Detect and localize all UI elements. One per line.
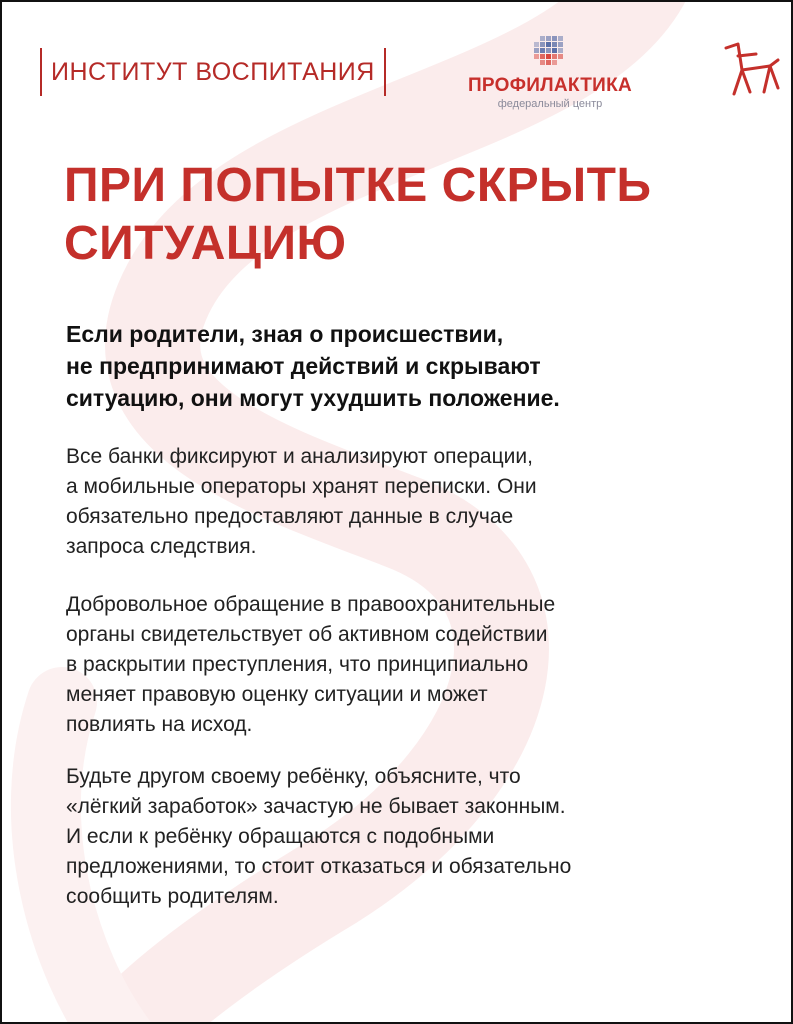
paragraph-line: «лёгкий заработок» зачастую не бывает законным. <box>66 795 566 818</box>
paragraph-line: предложениями, то стоит отказаться и обязательно <box>66 855 572 878</box>
page-title <box>64 157 744 273</box>
paragraph-banks <box>66 442 756 562</box>
paragraph-line: Все банки фиксируют и анализируют операции, <box>66 445 533 468</box>
paragraph-line: сообщить родителям. <box>66 885 279 908</box>
logo-bar-right <box>384 48 386 96</box>
paragraph-line: Будьте другом своему ребёнку, объясните, что <box>66 765 521 788</box>
paragraph-line: а мобильные операторы хранят переписки. Они <box>66 475 537 498</box>
chair-logo-icon <box>720 40 784 98</box>
lead-line: Если родители, зная о происшествии, <box>66 321 504 347</box>
paragraph-line: органы свидетельствует об активном содействии <box>66 623 548 646</box>
title-line: СИТУАЦИЮ <box>64 217 347 270</box>
prevention-center-logo <box>460 36 640 110</box>
title-line: ПРИ ПОПЫТКЕ СКРЫТЬ <box>64 159 652 212</box>
paragraph-line: И если к ребёнку обращаются с подобными <box>66 825 495 848</box>
paragraph-line: обязательно предоставляют данные в случае <box>66 505 514 528</box>
paragraph-advice <box>66 762 756 912</box>
paragraph-police <box>66 590 756 740</box>
institute-logo <box>40 48 386 96</box>
lead-line: не предпринимают действий и скрывают <box>66 353 541 379</box>
paragraph-line: повлиять на исход. <box>66 713 253 736</box>
paragraph-line: в раскрытии преступления, что принципиально <box>66 653 529 676</box>
logo-title: ПРОФИЛАКТИКА <box>467 75 633 96</box>
lead-paragraph <box>66 318 746 414</box>
institute-name: ИНСТИТУТ ВОСПИТАНИЯ <box>51 57 375 86</box>
paragraph-line: запроса следствия. <box>66 535 257 558</box>
logo-subtitle: федеральный центр <box>497 98 603 110</box>
paragraph-line: меняет правовую оценку ситуации и может <box>66 683 488 706</box>
lead-line: ситуацию, они могут ухудшить положение. <box>66 385 560 411</box>
paragraph-line: Добровольное обращение в правоохранительные <box>66 593 556 616</box>
grid-logo-icon <box>530 36 570 72</box>
